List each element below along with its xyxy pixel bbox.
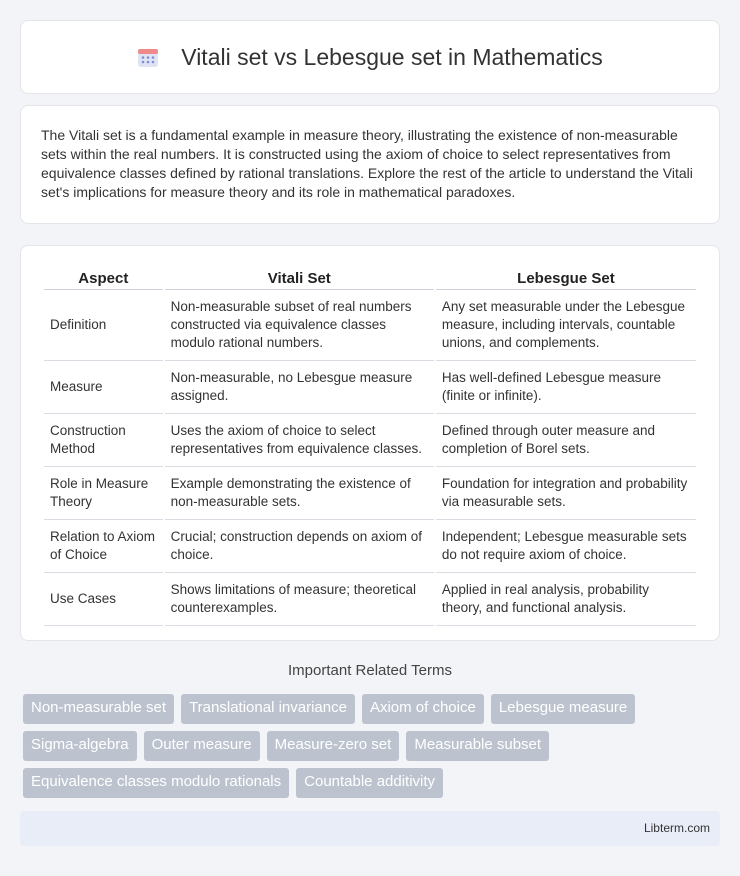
vitali-cell: Non-measurable, no Lebesgue measure assigned. <box>165 361 434 414</box>
footer-site-link[interactable]: Libterm.com <box>643 821 710 835</box>
lebesgue-cell: Has well-defined Lebesgue measure (finite or infinite). <box>436 361 696 414</box>
comparison-table-card <box>20 245 720 641</box>
related-term-tag[interactable]: Measurable subset <box>406 731 549 761</box>
column-header: Lebesgue Set <box>436 266 696 290</box>
intro-card <box>20 105 720 224</box>
vitali-cell: Shows limitations of measure; theoretical counterexamples. <box>165 573 434 626</box>
related-term-tag[interactable]: Equivalence classes modulo rationals <box>23 768 289 798</box>
related-term-tag[interactable]: Countable additivity <box>296 768 443 798</box>
table-row <box>44 290 696 361</box>
column-header: Aspect <box>44 266 163 290</box>
calendar-grid-icon <box>137 46 159 68</box>
related-term-tag[interactable]: Lebesgue measure <box>491 694 635 724</box>
vitali-cell: Crucial; construction depends on axiom of choice. <box>165 520 434 573</box>
intro-text: The Vitali set is a fundamental example in measure theory, illustrating the existence of non-measurable sets within the real numbers. It is constructed using the axiom of choice to select representatives from equivalence classes defined by rational translations. Explore the rest of the article to understand the Vitali set's implications for measure theory and its role in mathematical paradoxes. <box>41 127 693 200</box>
related-term-tag[interactable]: Sigma-algebra <box>23 731 137 761</box>
vitali-cell: Uses the axiom of choice to select representatives from equivalence classes. <box>165 414 434 467</box>
related-term-tag[interactable]: Translational invariance <box>181 694 355 724</box>
aspect-cell: Definition <box>44 290 163 361</box>
table-row <box>44 361 696 414</box>
related-term-tag[interactable]: Axiom of choice <box>362 694 484 724</box>
aspect-cell: Relation to Axiom of Choice <box>44 520 163 573</box>
related-term-tag[interactable]: Measure-zero set <box>267 731 400 761</box>
aspect-cell: Use Cases <box>44 573 163 626</box>
lebesgue-cell: Any set measurable under the Lebesgue measure, including intervals, countable unions, and complements. <box>436 290 696 361</box>
vitali-cell: Example demonstrating the existence of non-measurable sets. <box>165 467 434 520</box>
table-row <box>44 414 696 467</box>
related-terms-title: Important Related Terms <box>288 662 452 679</box>
comparison-table <box>42 266 698 626</box>
aspect-cell: Role in Measure Theory <box>44 467 163 520</box>
column-header: Vitali Set <box>165 266 434 290</box>
related-terms-list <box>23 694 723 805</box>
header-card <box>20 20 720 94</box>
table-row <box>44 573 696 626</box>
footer <box>20 811 720 846</box>
table-row <box>44 467 696 520</box>
vitali-cell: Non-measurable subset of real numbers constructed via equivalence classes modulo rational numbers. <box>165 290 434 361</box>
table-header-row <box>44 266 696 290</box>
lebesgue-cell: Applied in real analysis, probability theory, and functional analysis. <box>436 573 696 626</box>
related-term-tag[interactable]: Non-measurable set <box>23 694 174 724</box>
lebesgue-cell: Defined through outer measure and completion of Borel sets. <box>436 414 696 467</box>
lebesgue-cell: Foundation for integration and probability via measurable sets. <box>436 467 696 520</box>
page-title: Vitali set vs Lebesgue set in Mathematics <box>181 43 603 70</box>
related-term-tag[interactable]: Outer measure <box>144 731 260 761</box>
aspect-cell: Construction Method <box>44 414 163 467</box>
table-row <box>44 520 696 573</box>
aspect-cell: Measure <box>44 361 163 414</box>
lebesgue-cell: Independent; Lebesgue measurable sets do not require axiom of choice. <box>436 520 696 573</box>
